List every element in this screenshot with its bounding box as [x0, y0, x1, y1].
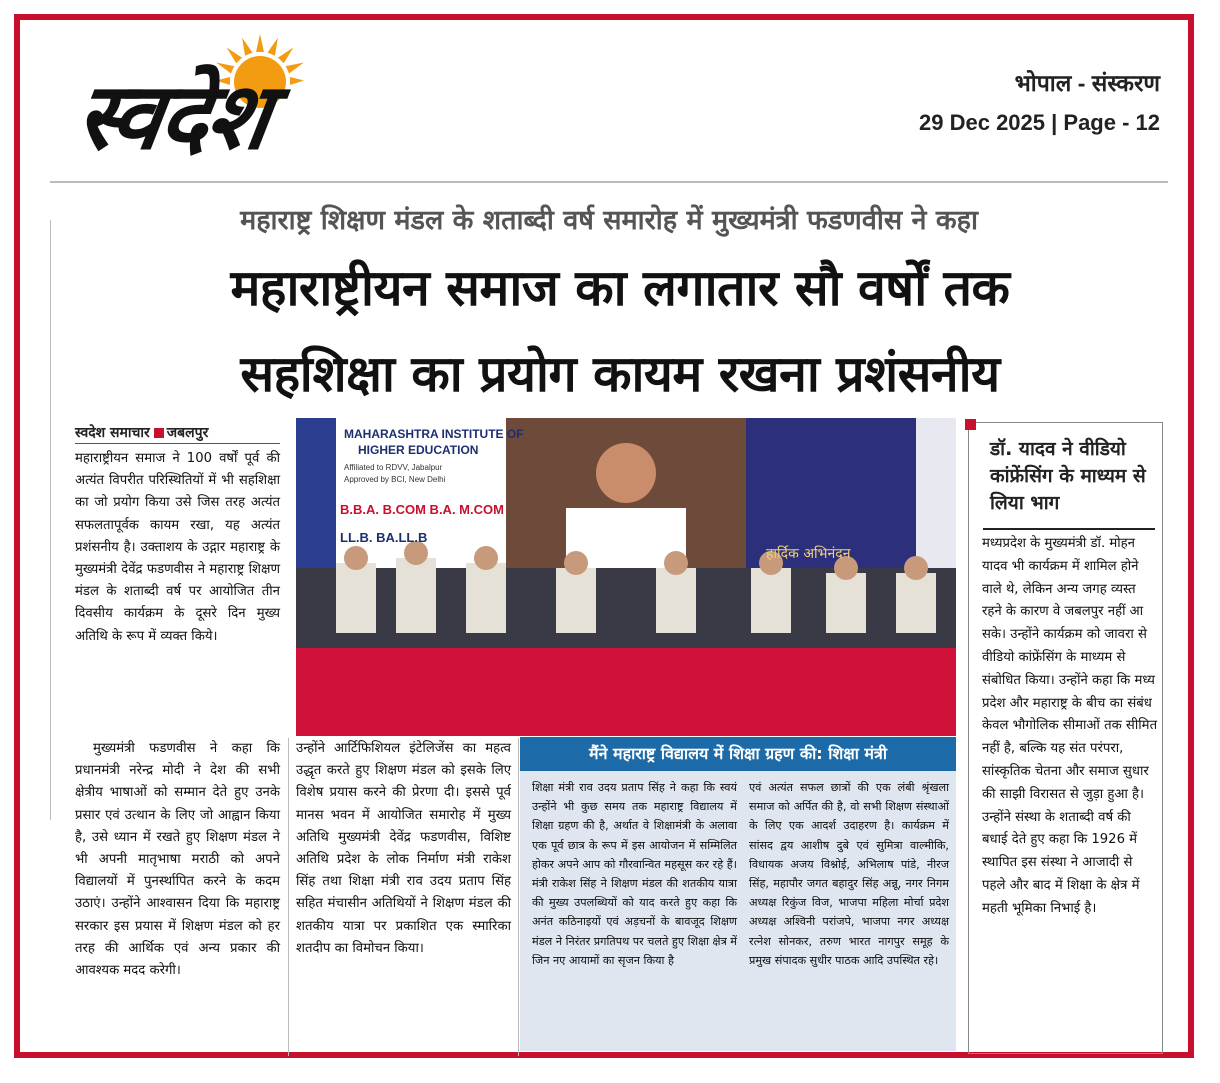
headline-line-2: सहशिक्षा का प्रयोग कायम रखना प्रशंसनीय: [240, 345, 1000, 403]
byline-place: जबलपुर: [166, 425, 209, 441]
sidebar-title: डॉ. यादव ने वीडियो कांफ्रेंसिंग के माध्यम से लिया भाग: [990, 438, 1146, 514]
event-photo: [296, 418, 956, 736]
inset-column-1: [532, 778, 737, 970]
inset-paragraph-1: शिक्षा मंत्री राव उदय प्रताप सिंह ने कहा कि स्वयं उन्होंने भी कुछ समय तक महाराष्ट्र विद्यालय में शिक्षा ग्रहण की है, अर्थात वे शिक्षामंत्री के अलावा एक पूर्व छात्र के रूप में इस आयोजन में सम्मिलित होकर अपने आप को गौरवान्वित महसूस कर रहे हैं। मंत्री राकेश सिंह ने शिक्षण मंडल की शतकीय यात्रा की मुख्य उपलब्धियों को याद करते हुए कहा कि अनंत कठिनाइयों एवं अड़चनों के बावजूद शिक्षण मंडल ने निरंतर प्रगतिपथ पर चलते हुए शिक्षा क्षेत्र में जिन नए आयामों का सृजन किया है: [532, 781, 737, 967]
column-divider-2: [518, 738, 519, 1056]
photo-greeting: हार्दिक अभिनंदन: [766, 546, 851, 562]
photo-banner-line-2: HIGHER EDUCATION: [358, 443, 479, 457]
sidebar-square-icon: [965, 419, 976, 430]
sidebar-rule: [983, 528, 1155, 530]
photo-courses-2: LL.B. BA.LL.B: [340, 530, 428, 545]
article-paragraph-1: महाराष्ट्रीयन समाज ने 100 वर्षों पूर्व की अत्यंत विपरीत परिस्थितियों में भी सहशिक्षा का जो प्रयोग किया उसे जिस तरह अत्यंत सफलतापूर्वक कायम रखा, यह अत्यंत प्रशंसनीय है। उक्ताशय के उद्गार महाराष्ट्र के मुख्यमंत्री देवेंद्र फडणवीस ने महाराष्ट्र शिक्षण मंडल के शताब्दी वर्ष पर आयोजित तीन दिवसीय कार्यक्रम के दूसरे दिन मुख्य अतिथि के रूप में व्यक्त किये।: [75, 451, 280, 644]
article-kicker: महाराष्ट्र शिक्षण मंडल के शताब्दी वर्ष समारोह में मुख्यमंत्री फडणवीस ने कहा: [240, 205, 978, 236]
article-paragraph-2: मुख्यमंत्री फडणवीस ने कहा कि प्रधानमंत्री नरेन्द्र मोदी ने देश की सभी क्षेत्रीय भाषाओं को सम्मान देते हुए उनके प्रसार एवं उत्थान के लिए जो आह्वान किया है, उसे ध्यान में रखते हुए शिक्षण मंडल ने भी अपनी मातृभाषा मराठी को अपने विद्यालयों में पुनर्स्थापित करने के कदम उठाएं। उन्होंने आश्वासन दिया कि महाराष्ट्र सरकार इस प्रयास में शिक्षण मंडल को हर तरह की आर्थिक एवं अन्य प्रकार की आवश्यक मदद करेगी।: [75, 741, 280, 979]
dateline: 29 Dec 2025 | Page - 12: [919, 110, 1160, 135]
article-paragraph-3: उन्होंने आर्टिफिशियल इंटेलिजेंस का महत्व उद्धृत करते हुए शिक्षण मंडल को इसके लिए विशेष प्रयास करने की प्रेरणा दी। इससे पूर्व मानस भवन में आयोजित समारोह में मुख्य अतिथि मुख्यमंत्री देवेंद्र फडणवीस, विशिष्ट अतिथि प्रदेश के लोक निर्माण मंत्री राकेश सिंह तथा शिक्षा मंत्री राव उदय प्रताप सिंह सहित मंचासीन अतिथियों ने शिक्षण मंडल की शतकीय यात्रा पर प्रकाशित एक स्मारिका शतदीप का विमोचन किया।: [296, 741, 511, 956]
article-column-2: [296, 738, 511, 960]
photo-banner-line-1: MAHARASHTRA INSTITUTE OF: [344, 427, 524, 441]
byline: [60, 423, 305, 442]
masthead-logo: स्वदेश: [69, 63, 276, 170]
byline-square-icon: [154, 428, 164, 438]
event-photo-illustration: [296, 418, 956, 736]
photo-affiliation: Affiliated to RDVV, Jabalpur: [344, 463, 443, 472]
inset-paragraph-2: एवं अत्यंत सफल छात्रों की एक लंबी श्रृंखला समाज को अर्पित की है, वो सभी शिक्षण संस्थाओं के लिए एक आदर्श उदाहरण है। कार्यक्रम में सांसद द्वय आशीष दुबे एवं सुमित्रा वाल्मीकि, विधायक अजय विश्नोई, अभिलाष पांडे, नीरज सिंह, महापौर जगत बहादुर सिंह अन्नू, नगर निगम अध्यक्ष रिकुंज विज, भाजपा महिला मोर्चा प्रदेश अध्यक्ष अश्विनी परांजपे, भाजपा नगर अध्यक्ष रत्नेश सोनकर, तरुण भारत नागपुर समूह के प्रमुख संपादक सुधीर पाठक आदि उपस्थित रहे।: [749, 781, 949, 967]
photo-courses-1: B.B.A. B.COM B.A. M.COM: [340, 502, 504, 517]
byline-rule: [75, 443, 280, 444]
sidebar-column: [982, 533, 1158, 921]
article-column-1-bottom: [75, 738, 280, 982]
byline-source: स्वदेश समाचार: [75, 425, 150, 441]
inset-subhead: मैंने महाराष्ट्र विद्यालय में शिक्षा ग्रहण की: शिक्षा मंत्री: [520, 737, 956, 771]
inset-column-2: [749, 778, 949, 970]
edition-label: भोपाल - संस्करण: [1014, 70, 1160, 96]
sidebar-body: मध्यप्रदेश के मुख्यमंत्री डॉ. मोहन यादव भी कार्यक्रम में शामिल होने वाले थे, लेकिन अन्य जगह व्यस्त रहने के कारण वे जबलपुर नहीं आ सके। उन्होंने कार्यक्रम को जावरा से वीडियो कांफ्रेंसिंग के माध्यम से संबोधित किया। उन्होंने कहा कि मध्य प्रदेश और महाराष्ट्र के बीच का संबंध केवल भौगोलिक सीमाओं तक सीमित नहीं है, बल्कि यह संत परंपरा, सांस्कृतिक चेतना और समाज सुधार की साझी विरासत से जुड़ा हुआ है। उन्होंने संस्था के शताब्दी वर्ष की बधाई देते हुए कहा कि 1926 में स्थापित इस संस्था ने आजादी से पहले और बाद में शिक्षा के क्षेत्र में महती भूमिका निभाई है।: [982, 536, 1158, 916]
photo-approval: Approved by BCI, New Delhi: [344, 475, 446, 484]
column-divider-1: [288, 738, 289, 1056]
masthead-divider: [50, 181, 1168, 183]
headline-line-1: महाराष्ट्रीयन समाज का लगातार सौ वर्षों तक: [230, 259, 1010, 317]
article-column-1-top: [75, 448, 280, 648]
